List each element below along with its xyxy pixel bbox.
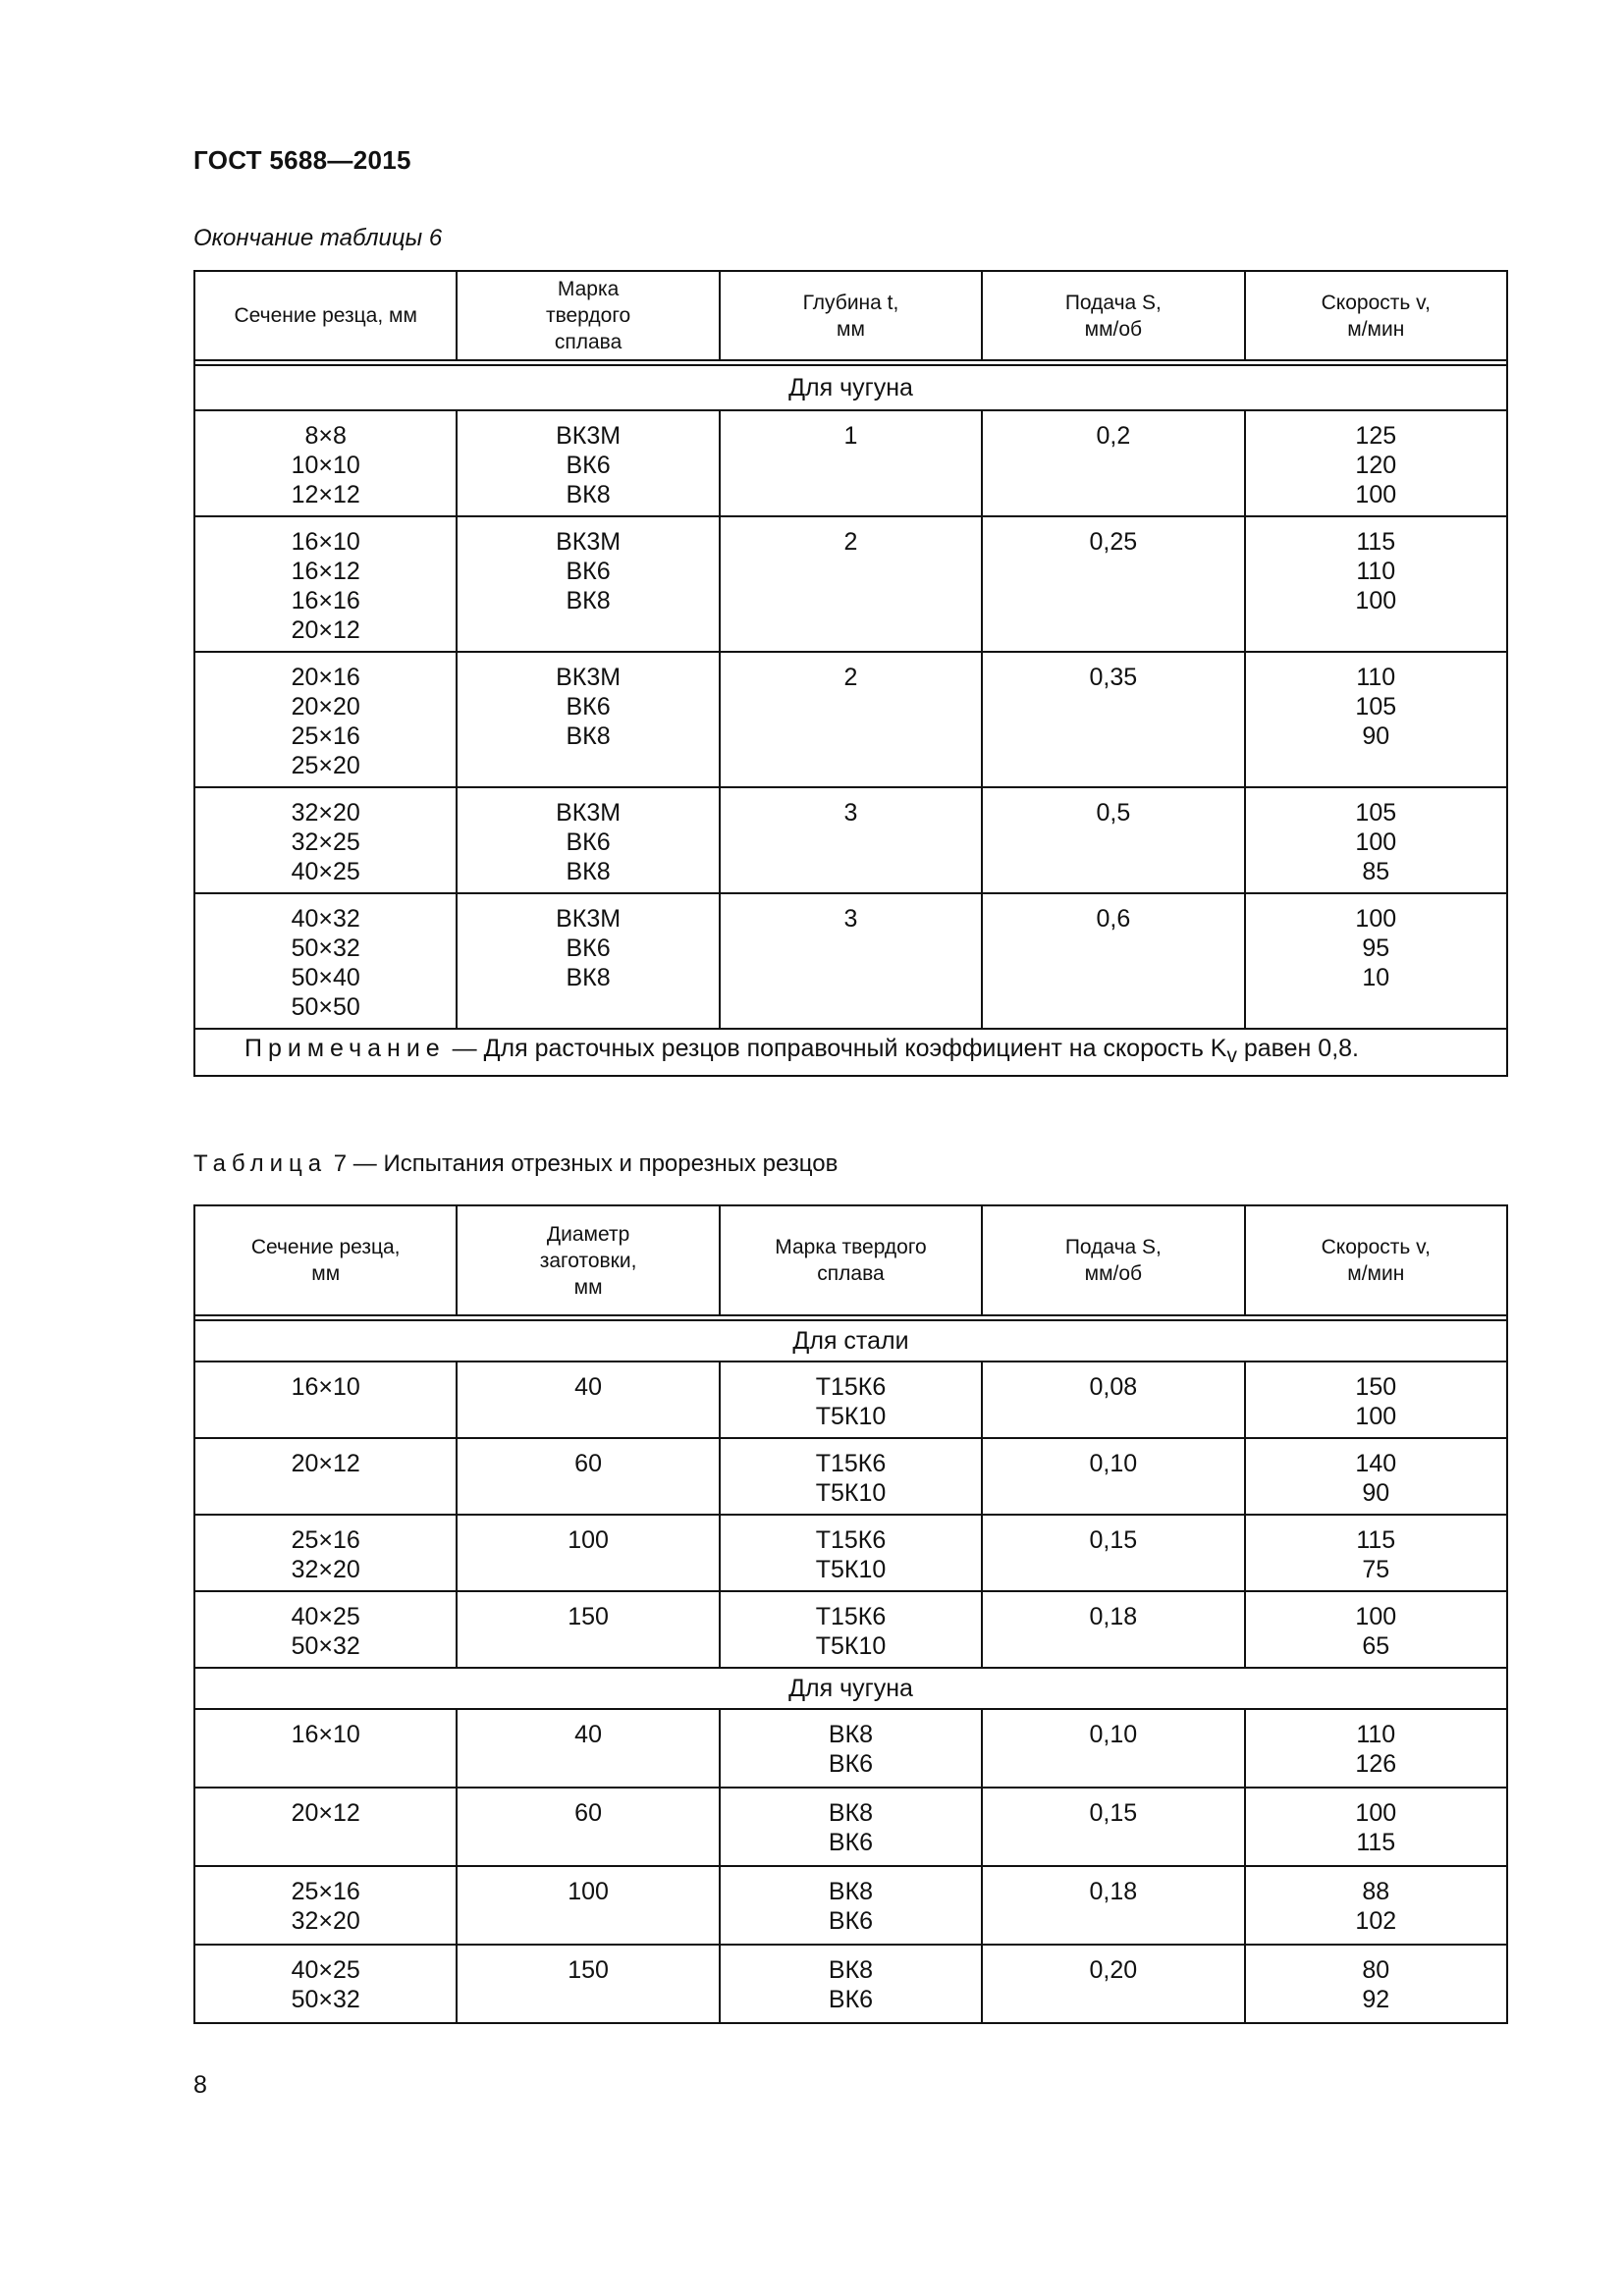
table7-cell-speed [1245, 1362, 1507, 1438]
document-code: ГОСТ 5688—2015 [193, 145, 411, 175]
table7-cell-section: 20×12 [194, 1788, 457, 1866]
table7-cell-feed: 0,18 [982, 1866, 1244, 1945]
text-line: 32×20 [291, 1556, 360, 1583]
text-line: ВК8 [828, 1878, 874, 1905]
table6-cell-speed [1245, 893, 1507, 1029]
text-line: ВК3М [556, 422, 622, 450]
text-line: мм/об [1084, 317, 1143, 341]
page-number: 8 [193, 2071, 207, 2099]
table6-header-row [194, 271, 1507, 360]
table6-note-label: Примечание [244, 1035, 446, 1062]
table6-column-header [1245, 271, 1507, 360]
text-line: 95 [1362, 934, 1390, 962]
table-row [194, 410, 1507, 516]
table7-column-header [1245, 1205, 1507, 1315]
table7-cell-feed: 0,10 [982, 1438, 1244, 1515]
table6-note [194, 1029, 1507, 1076]
table6-cell-section [194, 787, 457, 893]
text-line: твердого [545, 304, 631, 327]
table-6 [193, 270, 1508, 1077]
table7-cell-diameter: 100 [457, 1515, 719, 1591]
text-line: 115 [1356, 1829, 1396, 1856]
text-line: 85 [1362, 858, 1390, 885]
text-line: 110 [1356, 558, 1396, 585]
table6-column-header: Сечение резца, мм [194, 271, 457, 360]
table7-caption-text: 7 — Испытания отрезных и прорезных резцов [327, 1150, 839, 1177]
text-line: Т5К10 [815, 1479, 887, 1507]
table7-caption [193, 1150, 838, 1178]
table6-cell-section [194, 652, 457, 787]
text-line: 100 [1355, 1799, 1397, 1827]
text-line: 16×12 [291, 558, 360, 585]
table6-note-row [194, 1029, 1507, 1076]
table7-cell-feed: 0,08 [982, 1362, 1244, 1438]
table6-cell-depth: 3 [720, 893, 982, 1029]
table7-column-header [982, 1205, 1244, 1315]
table7-cell-diameter: 60 [457, 1788, 719, 1866]
text-line: ВК8 [828, 1956, 874, 1984]
table6-cell-depth: 2 [720, 652, 982, 787]
table6-cell-speed [1245, 410, 1507, 516]
table7-cell-speed [1245, 1945, 1507, 2023]
text-line: мм/об [1084, 1262, 1143, 1285]
text-line: 25×16 [291, 1526, 360, 1554]
table-row [194, 1362, 1507, 1438]
text-line: 100 [1355, 905, 1397, 933]
table7-cell-speed [1245, 1515, 1507, 1591]
table6-note-subscript: v [1226, 1044, 1237, 1067]
text-line: 32×20 [291, 799, 360, 827]
table7-cell-grade [720, 1945, 982, 2023]
text-line: 25×16 [291, 1878, 360, 1905]
table6-cell-section [194, 516, 457, 652]
text-line: Подача S, [1064, 291, 1162, 314]
text-line: 20×20 [291, 693, 360, 721]
table-row [194, 1866, 1507, 1945]
text-line: ВК6 [566, 828, 611, 856]
table7-column-header [194, 1205, 457, 1315]
text-line: Скорость v, [1321, 291, 1431, 314]
text-line: Т15К6 [815, 1603, 887, 1630]
table7-cell-diameter: 150 [457, 1945, 719, 2023]
table7-cell-feed: 0,15 [982, 1788, 1244, 1866]
text-line: ВК8 [828, 1721, 874, 1748]
table7-cell-speed [1245, 1709, 1507, 1788]
table7-group-row [194, 1668, 1507, 1709]
table7-group-title: Для чугуна [194, 1668, 1507, 1709]
text-line: Скорость v, [1321, 1236, 1431, 1258]
text-line: ВК3М [556, 905, 622, 933]
text-line: 32×25 [291, 828, 360, 856]
text-line: Марка [557, 278, 620, 300]
text-line: Т15К6 [815, 1373, 887, 1401]
text-line: Т15К6 [815, 1526, 887, 1554]
text-line: сплава [817, 1262, 885, 1285]
table7-cell-section: 20×12 [194, 1438, 457, 1515]
text-line: 20×16 [291, 664, 360, 691]
table7-cell-diameter: 100 [457, 1866, 719, 1945]
text-line: 115 [1356, 1526, 1396, 1554]
table6-note-tail: равен 0,8. [1236, 1035, 1359, 1062]
text-line: ВК6 [566, 934, 611, 962]
text-line: 105 [1355, 693, 1397, 721]
text-line: 12×12 [291, 481, 360, 508]
text-line: сплава [554, 331, 623, 353]
text-line: 65 [1362, 1632, 1390, 1660]
text-line: Т5К10 [815, 1632, 887, 1660]
text-line: Глубина t, [802, 291, 899, 314]
table-7 [193, 1204, 1508, 2024]
text-line: ВК8 [566, 722, 611, 750]
text-line: 100 [1355, 828, 1397, 856]
text-line: Т15К6 [815, 1450, 887, 1477]
text-line: ВК6 [566, 558, 611, 585]
table-row [194, 1945, 1507, 2023]
table-row [194, 1709, 1507, 1788]
table6-cell-depth: 1 [720, 410, 982, 516]
table7-cell-diameter: 40 [457, 1362, 719, 1438]
table7-cell-section [194, 1945, 457, 2023]
table6-cell-feed: 0,2 [982, 410, 1244, 516]
table7-cell-section: 16×10 [194, 1362, 457, 1438]
text-line: мм [573, 1275, 603, 1299]
table7-cell-feed: 0,10 [982, 1709, 1244, 1788]
table6-cell-grade [457, 787, 719, 893]
text-line: ВК3М [556, 528, 622, 556]
text-line: 90 [1362, 1479, 1390, 1507]
text-line: 110 [1356, 1721, 1396, 1748]
text-line: 140 [1355, 1450, 1397, 1477]
text-line: 20×12 [291, 616, 360, 644]
text-line: 80 [1362, 1956, 1390, 1984]
table7-cell-section: 16×10 [194, 1709, 457, 1788]
text-line: 90 [1362, 722, 1390, 750]
text-line: 32×20 [291, 1907, 360, 1935]
text-line: ВК6 [566, 452, 611, 479]
text-line: 120 [1355, 452, 1397, 479]
table7-header-row [194, 1205, 1507, 1315]
table6-cell-speed [1245, 652, 1507, 787]
table7-cell-feed: 0,15 [982, 1515, 1244, 1591]
table-row [194, 893, 1507, 1029]
table7-cell-section [194, 1515, 457, 1591]
table6-cell-section [194, 410, 457, 516]
text-line: 75 [1362, 1556, 1390, 1583]
table7-cell-grade [720, 1438, 982, 1515]
table6-cell-feed: 0,25 [982, 516, 1244, 652]
table7-cell-grade [720, 1362, 982, 1438]
table7-cell-speed [1245, 1591, 1507, 1668]
text-line: 100 [1355, 481, 1397, 508]
text-line: ВК6 [828, 1986, 874, 2013]
text-line: м/мин [1347, 1262, 1405, 1285]
table-row [194, 652, 1507, 787]
text-line: 25×16 [291, 722, 360, 750]
table-row [194, 516, 1507, 652]
text-line: 105 [1355, 799, 1397, 827]
text-line: ВК8 [566, 587, 611, 614]
text-line: 16×16 [291, 587, 360, 614]
table6-column-header [457, 271, 719, 360]
text-line: 100 [1355, 587, 1397, 614]
text-line: 50×32 [291, 1632, 360, 1660]
table7-column-header [457, 1205, 719, 1315]
table7-cell-section [194, 1866, 457, 1945]
table7-cell-grade [720, 1591, 982, 1668]
text-line: 100 [1355, 1603, 1397, 1630]
table-row [194, 1438, 1507, 1515]
text-line: 102 [1355, 1907, 1397, 1935]
text-line: ВК8 [566, 481, 611, 508]
table7-group-title: Для стали [194, 1320, 1507, 1362]
text-line: ВК6 [828, 1750, 874, 1778]
text-line: 115 [1356, 528, 1396, 556]
text-line: 125 [1355, 422, 1397, 450]
text-line: Диаметр [546, 1222, 630, 1246]
text-line: Т5К10 [815, 1403, 887, 1430]
text-line: 50×32 [291, 1986, 360, 2013]
table6-cell-grade [457, 893, 719, 1029]
table-row [194, 787, 1507, 893]
table6-cell-feed: 0,6 [982, 893, 1244, 1029]
table7-cell-diameter: 60 [457, 1438, 719, 1515]
text-line: ВК8 [566, 858, 611, 885]
text-line: 50×32 [291, 934, 360, 962]
text-line: 10 [1362, 964, 1390, 991]
text-line: 40×25 [291, 1956, 360, 1984]
table7-cell-section [194, 1591, 457, 1668]
table7-group-row [194, 1320, 1507, 1362]
table6-cell-grade [457, 516, 719, 652]
text-line: 40×25 [291, 1603, 360, 1630]
table6-cell-depth: 2 [720, 516, 982, 652]
text-line: 25×20 [291, 752, 360, 779]
text-line: ВК6 [828, 1907, 874, 1935]
table6-column-header [982, 271, 1244, 360]
table-row [194, 1515, 1507, 1591]
table6-cell-grade [457, 410, 719, 516]
table6-note-text: — Для расточных резцов поправочный коэффициент на скорость K [445, 1035, 1227, 1062]
table-row [194, 1591, 1507, 1668]
table6-cell-feed: 0,5 [982, 787, 1244, 893]
table6-cell-section [194, 893, 457, 1029]
table6-cell-grade [457, 652, 719, 787]
text-line: ВК8 [566, 964, 611, 991]
text-line: 8×8 [304, 422, 347, 450]
text-line: м/мин [1347, 317, 1405, 341]
text-line: 126 [1355, 1750, 1397, 1778]
text-line: мм [837, 317, 865, 341]
text-line: 50×40 [291, 964, 360, 991]
table7-cell-feed: 0,20 [982, 1945, 1244, 2023]
text-line: 40×32 [291, 905, 360, 933]
text-line: Подача S, [1064, 1236, 1162, 1258]
table7-cell-grade [720, 1788, 982, 1866]
text-line: мм [311, 1262, 341, 1285]
text-line: Марка твердого [775, 1236, 927, 1258]
table7-cell-feed: 0,18 [982, 1591, 1244, 1668]
text-line: 40×25 [291, 858, 360, 885]
text-line: ВК8 [828, 1799, 874, 1827]
text-line: ВК6 [566, 693, 611, 721]
text-line: ВК3М [556, 664, 622, 691]
text-line: 100 [1355, 1403, 1397, 1430]
table7-cell-speed [1245, 1788, 1507, 1866]
table6-section-row [194, 365, 1507, 410]
table7-cell-grade [720, 1709, 982, 1788]
text-line: Сечение резца, [250, 1236, 401, 1258]
text-line: ВК6 [828, 1829, 874, 1856]
text-line: 150 [1355, 1373, 1397, 1401]
text-line: 50×50 [291, 993, 360, 1021]
table7-cell-diameter: 40 [457, 1709, 719, 1788]
text-line: 16×10 [291, 528, 360, 556]
table6-section-title: Для чугуна [194, 365, 1507, 410]
table7-cell-grade [720, 1515, 982, 1591]
table7-cell-diameter: 150 [457, 1591, 719, 1668]
text-line: 92 [1362, 1986, 1390, 2013]
table6-cell-depth: 3 [720, 787, 982, 893]
text-line: ВК3М [556, 799, 622, 827]
table7-cell-grade [720, 1866, 982, 1945]
table7-cell-speed [1245, 1438, 1507, 1515]
table-row [194, 1788, 1507, 1866]
table6-cell-speed [1245, 516, 1507, 652]
table7-caption-label: Таблица [193, 1150, 328, 1177]
text-line: 110 [1356, 664, 1396, 691]
text-line: 10×10 [291, 452, 360, 479]
text-line: Т5К10 [815, 1556, 887, 1583]
table6-column-header [720, 271, 982, 360]
text-line: 88 [1362, 1878, 1390, 1905]
table7-cell-speed [1245, 1866, 1507, 1945]
table6-cell-feed: 0,35 [982, 652, 1244, 787]
table7-column-header [720, 1205, 982, 1315]
text-line: заготовки, [539, 1249, 637, 1272]
table6-continuation-caption: Окончание таблицы 6 [193, 225, 443, 251]
table6-cell-speed [1245, 787, 1507, 893]
